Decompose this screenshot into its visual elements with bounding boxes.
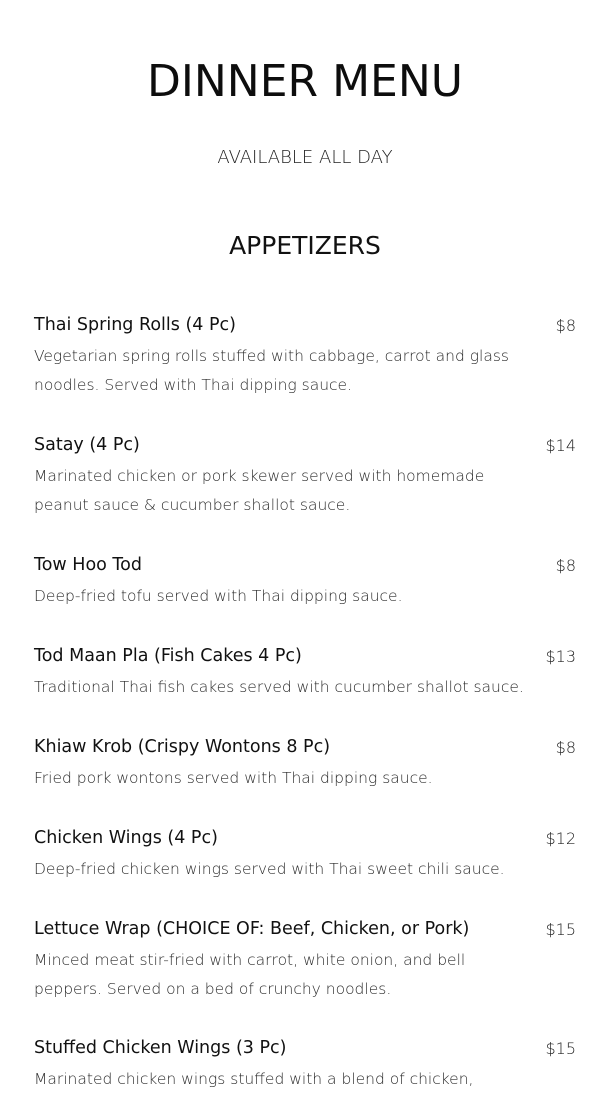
menu-item-description: Marinated chicken or pork skewer served with homemade peanut sauce & cucumber shallot sauce.: [34, 467, 485, 514]
menu-item-name: Tod Maan Pla (Fish Cakes 4 Pc): [34, 646, 302, 666]
menu-item-price: $8: [555, 556, 576, 575]
menu-item-description: Deep-fried tofu served with Thai dipping sauce.: [34, 587, 403, 605]
menu-item-price: $15: [545, 1039, 576, 1058]
menu-item: [34, 916, 576, 1004]
menu-item: [34, 312, 576, 400]
menu-item-description: Fried pork wontons served with Thai dipping sauce.: [34, 769, 433, 787]
menu-item-price: $15: [545, 920, 576, 939]
page-title: DINNER MENU: [147, 56, 463, 107]
section-title-appetizers: APPETIZERS: [229, 231, 381, 260]
page-subtitle: AVAILABLE ALL DAY: [217, 147, 393, 168]
menu-item: [34, 432, 576, 520]
menu-item-price: $12: [545, 829, 576, 848]
menu-item: [34, 734, 576, 793]
menu-item-description: Deep-fried chicken wings served with Thai sweet chili sauce.: [34, 860, 505, 878]
menu-item: [34, 552, 576, 611]
menu-item-price: $14: [545, 436, 576, 455]
menu-item-name: Tow Hoo Tod: [34, 555, 142, 575]
menu-item-description: Minced meat stir-fried with carrot, white onion, and bell peppers. Served on a bed of crunchy noodles.: [34, 951, 466, 998]
menu-item-name: Thai Spring Rolls (4 Pc): [34, 315, 236, 335]
menu-item-description: Marinated chicken wings stuffed with a blend of chicken,: [34, 1070, 474, 1088]
menu-item-name: Khiaw Krob (Crispy Wontons 8 Pc): [34, 737, 331, 757]
menu-item: [34, 1035, 576, 1094]
menu-item: [34, 643, 576, 702]
menu-item-description: Traditional Thai fish cakes served with cucumber shallot sauce.: [34, 678, 524, 696]
menu-item: [34, 825, 576, 884]
menu-item-name: Lettuce Wrap (CHOICE OF: Beef, Chicken, or Pork): [34, 919, 470, 939]
menu-item-price: $13: [545, 647, 576, 666]
menu-item-price: $8: [555, 316, 576, 335]
menu-item-name: Stuffed Chicken Wings (3 Pc): [34, 1038, 287, 1058]
menu-item-price: $8: [555, 738, 576, 757]
menu-item-description: Vegetarian spring rolls stuffed with cabbage, carrot and glass noodles. Served with Thai dipping sauce.: [34, 347, 509, 394]
menu-item-name: Satay (4 Pc): [34, 435, 140, 455]
menu-item-name: Chicken Wings (4 Pc): [34, 828, 218, 848]
